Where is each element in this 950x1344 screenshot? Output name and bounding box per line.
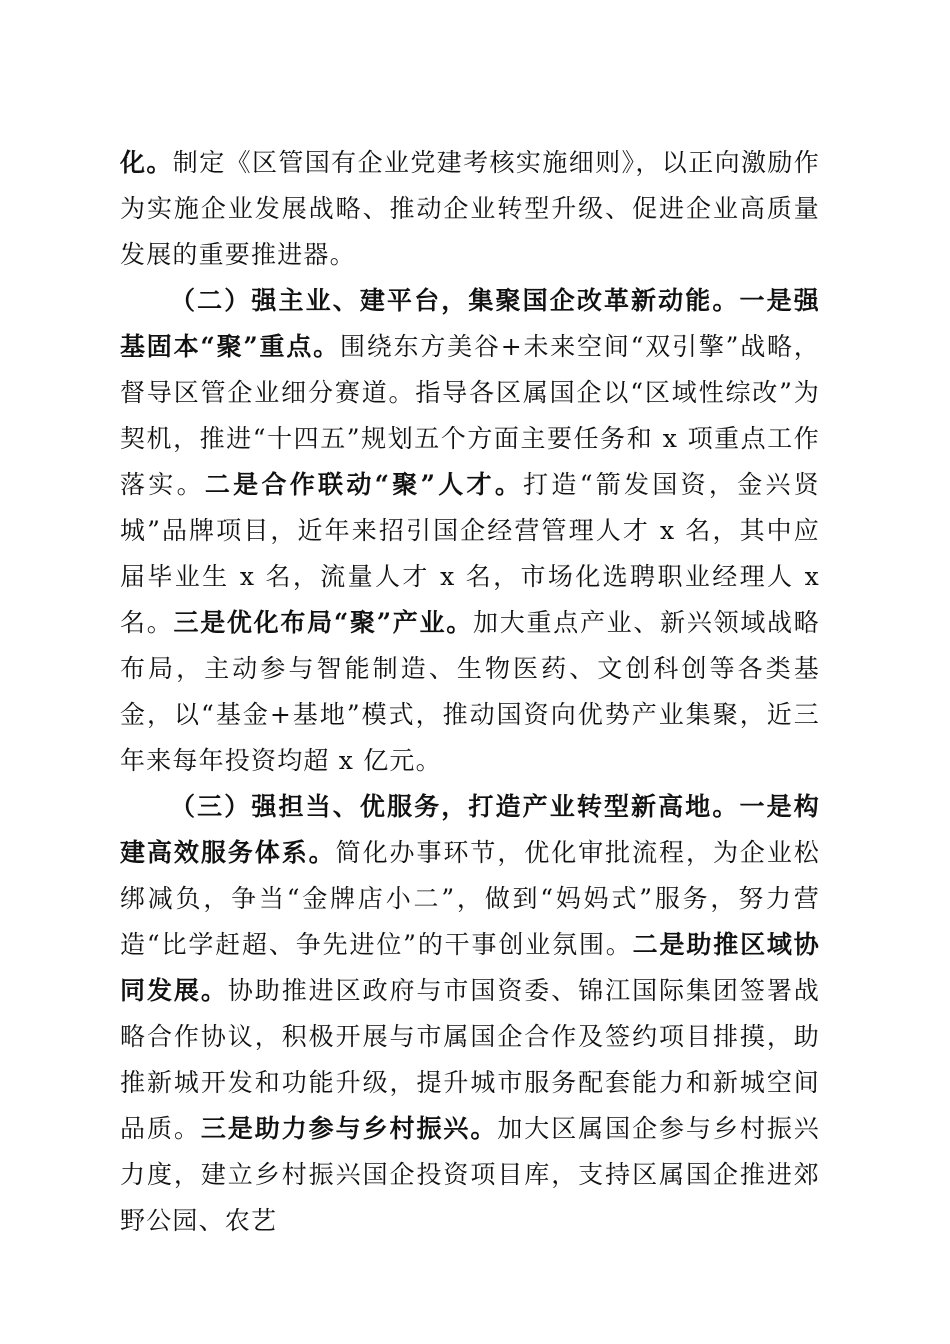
section-two-heading: （二）强主业、建平台，集聚国企改革新动能。一是强基固本“聚”重点。 (120, 286, 820, 361)
section-two-point-2: 二是合作联动“聚”人才。 (204, 470, 524, 499)
paragraph-party-building-assessment (120, 140, 820, 278)
section-three-body-2: 协助推进区政府与市国资委、锦江国际集团签署战略合作协议，积极开展与市属国企合作及签约项目排摸，助推新城开发和功能升级，提升城市服务配套能力和新城空间品质。 (120, 976, 820, 1143)
section-three-body-3: 加大区属国企参与乡村振兴力度，建立乡村振兴国企投资项目库，支持区属国企推进郊野公园、农艺 (120, 1114, 820, 1235)
section-two-body-3: 加大重点产业、新兴领域战略布局，主动参与智能制造、生物医药、文创科创等各类基金，以“基金+基地”模式，推动国资向优势产业集聚，近三年来每年投资均超 x 亿元。 (120, 608, 820, 775)
paragraph-1-body: 制定《区管国有企业党建考核实施细则》，以正向激励作为实施企业发展战略、推动企业转型升级、促进企业高质量发展的重要推进器。 (120, 148, 820, 269)
paragraph-section-two (120, 278, 820, 784)
paragraph-1-bold-lead: 化。 (120, 148, 173, 177)
section-two-body-2: 打造“箭发国资，金兴贤城”品牌项目，近年来招引国企经营管理人才 x 名，其中应届毕业生 x 名，流量人才 x 名，市场化选聘职业经理人 x 名。 (120, 470, 820, 637)
section-two-point-3: 三是优化布局“聚”产业。 (173, 608, 474, 637)
section-three-point-2: 二是助推区域协同发展。 (120, 930, 820, 1005)
paragraph-section-three (120, 784, 820, 1244)
section-two-body-1: 围绕东方美谷+未来空间“双引擎”战略，督导区管企业细分赛道。指导各区属国企以“区域性综改”为契机，推进“十四五”规划五个方面主要任务和 x 项重点工作落实。 (120, 332, 820, 499)
section-three-body-1: 简化办事环节，优化审批流程，为企业松绑减负，争当“金牌店小二”，做到“妈妈式”服务，努力营造“比学赶超、争先进位”的干事创业氛围。 (120, 838, 820, 959)
section-three-heading: （三）强担当、优服务，打造产业转型新高地。一是构建高效服务体系。 (120, 792, 820, 867)
document-page (120, 140, 820, 1244)
section-three-point-3: 三是助力参与乡村振兴。 (200, 1114, 498, 1143)
